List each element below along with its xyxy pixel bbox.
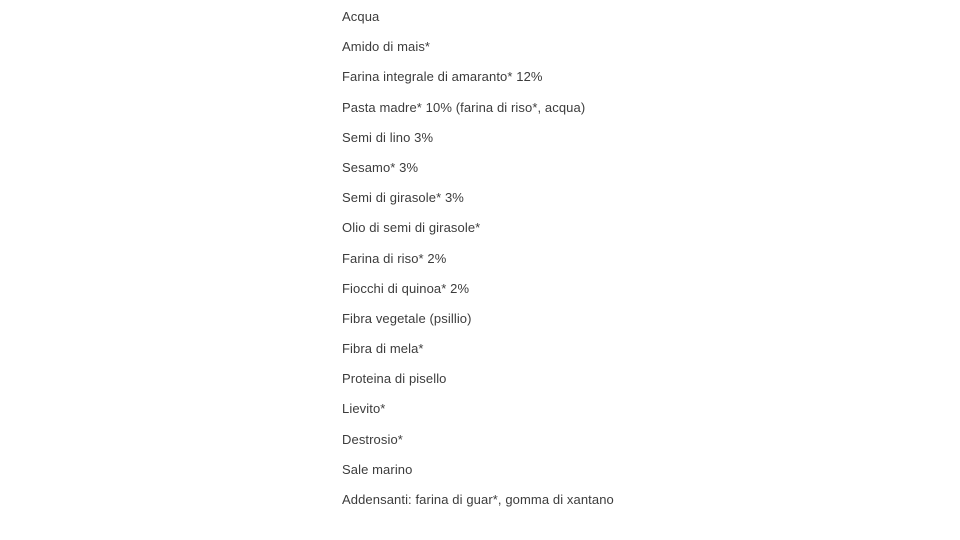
- ingredient-item: Fibra di mela*: [342, 341, 424, 357]
- ingredient-item: Farina di riso* 2%: [342, 250, 447, 266]
- ingredient-item: Acqua: [342, 9, 380, 24]
- ingredient-item: Proteina di pisello: [342, 371, 447, 387]
- ingredient-item: Lievito*: [342, 401, 386, 417]
- ingredient-item: Semi di lino 3%: [342, 129, 434, 145]
- ingredient-item: Farina integrale di amaranto* 12%: [342, 69, 543, 85]
- ingredient-item: Pasta madre* 10% (farina di riso*, acqua): [342, 99, 586, 115]
- ingredient-item: Destrosio*: [342, 431, 403, 447]
- ingredient-item: Addensanti: farina di guar*, gomma di xantano: [342, 492, 614, 507]
- ingredient-item: Fibra vegetale (psillio): [342, 310, 472, 326]
- ingredient-item: Semi di girasole* 3%: [342, 190, 464, 206]
- ingredient-item: Fiocchi di quinoa* 2%: [342, 280, 470, 296]
- ingredient-item: Amido di mais*: [342, 39, 431, 55]
- ingredients-list: [342, 2, 614, 515]
- ingredient-item: Sesamo* 3%: [342, 159, 419, 175]
- ingredient-item: Sale marino: [342, 461, 413, 477]
- ingredient-item: Olio di semi di girasole*: [342, 220, 481, 236]
